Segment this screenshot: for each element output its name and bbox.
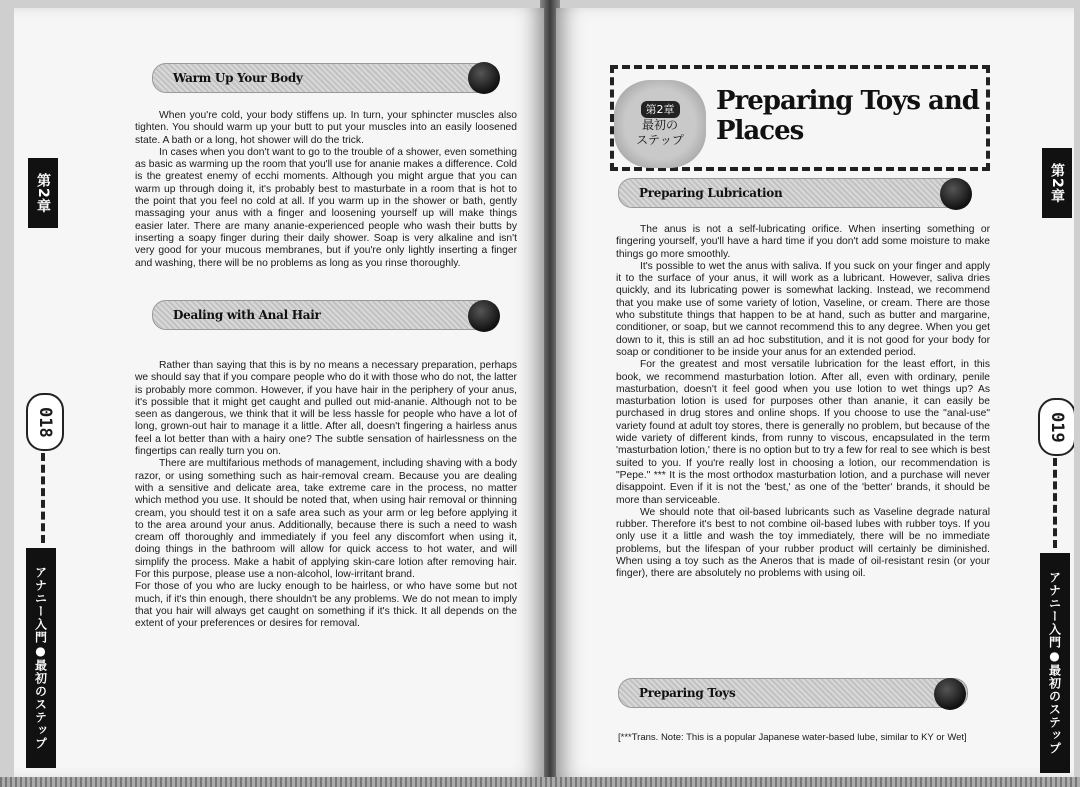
left-page-number: 018 — [26, 393, 64, 451]
left-dashed-rule — [41, 453, 51, 543]
chapter-title: Preparing Toys and Places — [716, 86, 979, 146]
right-page-number: 019 — [1038, 398, 1074, 456]
right-chapter-tab: 第2章 — [1042, 148, 1072, 218]
section-heading-anal-hair: Dealing with Anal Hair — [152, 300, 492, 330]
book-edge-strip — [0, 777, 1080, 787]
chapter-badge — [614, 80, 706, 168]
chapter-badge-line: 最初の — [641, 117, 678, 132]
left-page — [14, 8, 544, 778]
left-series-tab: アナニー入門●最初のステップ — [26, 548, 56, 768]
paragraph: We should note that oil-based lubricants such as Vaseline degrade natural rubber. Therefore it's best to not combine oil-based lubes with rubber toys. If you only use it a little and wash the toy immediately, there will be no immediate problems, but the lifespan of your rubber product will certainly be diminished. When using a toy such as the Aneros that is made of oil-resistant resin (or your finger), there are absolutely no problems with using oil. — [616, 506, 990, 580]
right-dashed-rule — [1053, 458, 1063, 548]
paragraph: Rather than saying that this is by no means a necessary preparation, perhaps we should say that if you compare people who do it with those who do not, the latter is probably more common. However, if you have hair in the periphery of your anus, it's possible that it might get caught and pulled out mid-ananie. Although not to be seen as dangerous, we think that it will be less hassle for people who have a lot of long, grown-out hair to manage it a little. After all, doesn't fingering a hairless anus feel a lot better than with a hairy one? The subtle sensation of hairlessness on the fingertips can really turn you on. — [135, 360, 517, 458]
section-heading-lubrication: Preparing Lubrication — [618, 178, 968, 208]
section-body-anal-hair — [135, 360, 517, 631]
paragraph: In cases when you don't want to go to the trouble of a shower, even something as basic as warming up the room that you'll use for ananie makes a difference. Cold is the greatest enemy of ecchi moments. Although you might argue that you can warm up through doing it, it's probably best to masturbate in a room that is hot to the point that you feel no cold at all. If you warm up in the shower or bath, gently massaging your anus with a finger and loosening yourself up will make things easier later. There are many ananie-experienced people who wash their butts by inserting a soapy finger during their daily shower. Soap is very alkaline and isn't very good for your mucous membranes, but if you're only lightly inserting a finger and washing, there will be no problems as long as you rinse thoroughly. — [135, 146, 517, 269]
heading-ball-icon — [468, 300, 500, 332]
paragraph: For the greatest and most versatile lubrication for the least effort, in this book, we recommend masturbation lotion. After all, even with ordinary, penile masturbation, doesn't it feel good when you use lotion to wet things up? As masturbation lotion is used for purposes other than ananie, it can easily be purchased in drug stores and online shops. If you choose to use the "anal-use" variety found at adult toy stores, there is generally no problem, but because of the wide variety of different kinds, from runny to viscous, encapsulated in the term 'masturbation lotion,' there is no option but to try a few for real to see which is best suited to you. If you're really lost in choosing a lotion, our recommendation is "Pepe." *** It is the most orthodox masturbation lotion, and a purchase will never disappoint. Even if it is not the 'best,' as one of the 'better' brands, it should be more than serviceable. — [616, 359, 990, 506]
heading-ball-icon — [934, 678, 966, 710]
right-series-tab: アナニー入門●最初のステップ — [1040, 553, 1070, 773]
translator-footnote: [***Trans. Note: This is a popular Japanese water-based lube, similar to KY or Wet] — [618, 732, 967, 743]
paragraph: When you're cold, your body stiffens up. In turn, your sphincter muscles also tighten. You should warm up your butt to put your muscles into an easily loosened state. A bath or a long, hot shower will do the trick. — [135, 110, 517, 146]
section-heading-toys: Preparing Toys — [618, 678, 968, 708]
paragraph: There are multifarious methods of management, including shaving with a body razor, or using something such as hair-removal cream. Because you are dealing with a sensitive and delicate area, take extreme care in the process, no matter which method you use. It should be noted that, when using hair removal or thinning cream, you should test it on a safe area such as your arm or leg before applying it to the area around your anus. Additionally, because there is such a need to wash cream off thoroughly and immediately if you feel any discomfort when using it, doing things in the bathroom will allow for quick access to hot water, and will simplify the process. Make a habit of applying skin-care lotion after removing hair. For this purpose, please use a non-alcohol, low-irritant brand. — [135, 458, 517, 581]
section-body-lubrication — [616, 224, 990, 581]
heading-ball-icon — [940, 178, 972, 210]
right-page — [556, 8, 1074, 778]
section-heading-warm-up: Warm Up Your Body — [152, 63, 492, 93]
heading-ball-icon — [468, 62, 500, 94]
chapter-badge-number: 第2章 — [641, 101, 680, 118]
left-chapter-tab: 第2章 — [28, 158, 58, 228]
paragraph: For those of you who are lucky enough to be hairless, or who have some but not much, if it's thin enough, there shouldn't be any problems. We do not mean to imply that you hair will always get caught on something if it's thick. It all depends on the extent of your preferences or desires for removal. — [135, 581, 517, 630]
paragraph: The anus is not a self-lubricating orifice. When inserting something or fingering yourself, you'll have a hard time if you don't add some moisture to make things go more smoothly. — [616, 224, 990, 260]
chapter-badge-line: ステップ — [636, 132, 684, 147]
paragraph: It's possible to wet the anus with saliva. If you suck on your finger and apply it to the surface of your anus, it will work as a lubricant. However, saliva dries quickly, and its lubricating power is somewhat lacking. Instead, we recommend that you make use of some variety of lotion, Vaseline, or cream. There are those who substitute things that happen to be at hand, such as butter and margarine, conditioner, or soap, but we cannot recommend this to any degree. When you get down to it, this is still an ad hoc substitution, and it is not good for your body for soap or conditioner to be inside your anus for an extended period. — [616, 260, 990, 358]
section-body-warm-up — [135, 110, 517, 281]
